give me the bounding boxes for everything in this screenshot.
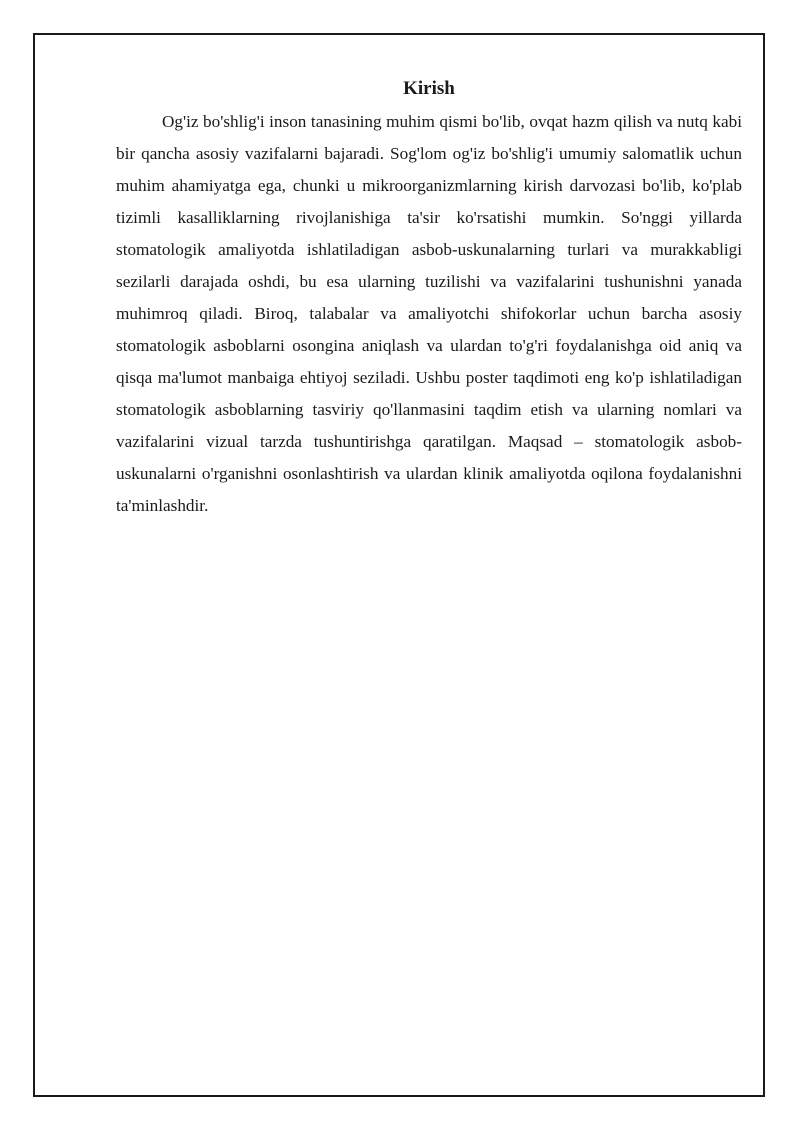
intro-paragraph: Og'iz bo'shlig'i inson tanasining muhim qismi bo'lib, ovqat hazm qilish va nutq kabi bir qancha asosiy vazifalarni bajaradi. Sog'lom og'iz bo'shlig'i umumiy salomatlik uchun muhim ahamiyatga ega, chunki u mikroorganizmlarning kirish darvozasi bo'lib, ko'plab tizimli kasalliklarning rivojlanishiga ta'sir ko'rsatishi mumkin. So'nggi yillarda stomatologik amaliyotda ishlatiladigan asbob-uskunalarning turlari va murakkabligi sezilarli darajada oshdi, bu esa ularning tuzilishi va vazifalarini tushunishni yanada muhimroq qiladi. Biroq, talabalar va amaliyotchi shifokorlar uchun barcha asosiy stomatologik asboblarni osongina aniqlash va ulardan to'g'ri foydalanishga oid aniq va qisqa ma'lumot manbaiga ehtiyoj seziladi. Ushbu poster taqdimoti eng ko'p ishlatiladigan stomatologik asboblarning tasviriy qo'llanmasini taqdim etish va ularning nomlari va vazifalarini vizual tarzda tushuntirishga qaratilgan. Maqsad – stomatologik asbob-uskunalarni o'rganishni osonlashtirish va ulardan klinik amaliyotda oqilona foydalanishni ta'minlashdir. — [116, 112, 742, 515]
page-title: Kirish — [403, 78, 455, 99]
document-body — [116, 76, 742, 522]
